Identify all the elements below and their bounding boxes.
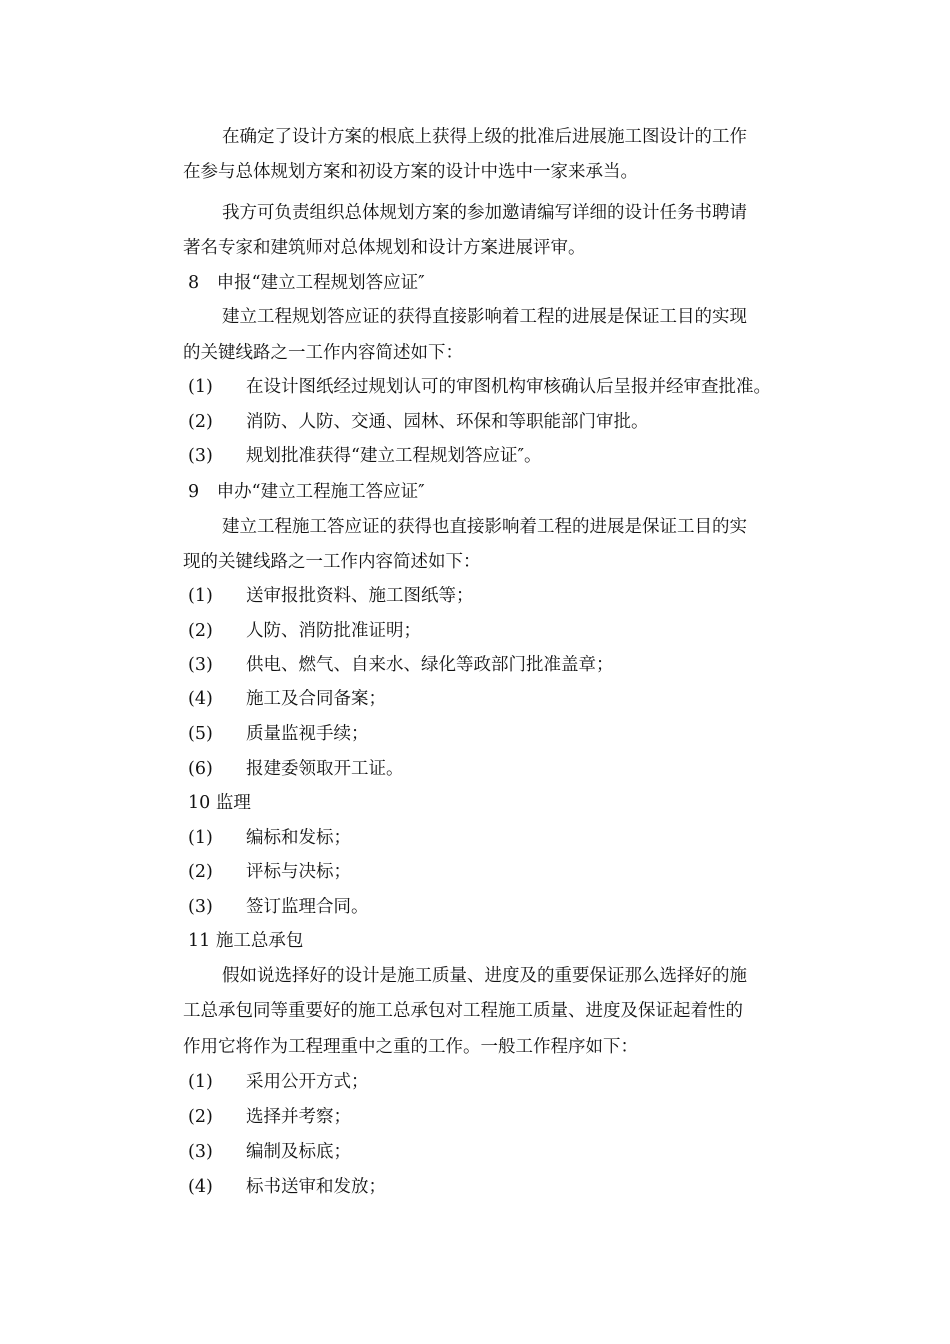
list-item-number: (1) bbox=[188, 377, 213, 397]
paragraph-line: 现的关键线路之一工作内容简述如下： bbox=[183, 552, 481, 572]
list-item-number: (2) bbox=[188, 412, 213, 432]
list-item-text: 标书送审和发放； bbox=[246, 1177, 386, 1197]
paragraph-line: 在确定了设计方案的根底上获得上级的批准后进展施工图设计的工作 bbox=[222, 127, 747, 147]
section-heading: 8 申报“建立工程规划答应证″ bbox=[188, 273, 425, 293]
list-item-text: 在设计图纸经过规划认可的审图机构审核确认后呈报并经审查批准。 bbox=[246, 377, 771, 397]
list-item-text: 施工及合同备案； bbox=[246, 689, 386, 709]
list-item-number: (5) bbox=[188, 724, 213, 744]
list-item-text: 报建委领取开工证。 bbox=[246, 759, 404, 779]
section-heading: 11 施工总承包 bbox=[188, 931, 304, 951]
paragraph-line: 工总承包同等重要好的施工总承包对工程施工质量、进度及保证起着性的 bbox=[183, 1001, 743, 1021]
list-item-number: (4) bbox=[188, 1177, 213, 1197]
list-item-number: (4) bbox=[188, 689, 213, 709]
section-heading: 9 申办“建立工程施工答应证″ bbox=[188, 482, 425, 502]
list-item-text: 质量监视手续； bbox=[246, 724, 369, 744]
list-item-number: (1) bbox=[188, 586, 213, 606]
list-item-number: (2) bbox=[188, 862, 213, 882]
list-item-number: (2) bbox=[188, 621, 213, 641]
list-item-number: (3) bbox=[188, 897, 213, 917]
list-item-number: (6) bbox=[188, 759, 213, 779]
list-item-text: 编制及标底； bbox=[246, 1142, 351, 1162]
paragraph-line: 在参与总体规划方案和初设方案的设计中选中一家来承当。 bbox=[183, 162, 638, 182]
list-item-number: (3) bbox=[188, 655, 213, 675]
paragraph-line: 著名专家和建筑师对总体规划和设计方案进展评审。 bbox=[183, 238, 586, 258]
list-item-text: 选择并考察； bbox=[246, 1107, 351, 1127]
list-item-text: 送审报批资料、施工图纸等； bbox=[246, 586, 474, 606]
list-item-text: 签订监理合同。 bbox=[246, 897, 369, 917]
list-item-text: 供电、燃气、自来水、绿化等政部门批准盖章； bbox=[246, 655, 614, 675]
paragraph-line: 我方可负责组织总体规划方案的参加邀请编写详细的设计任务书聘请 bbox=[222, 203, 747, 223]
list-item-text: 评标与决标； bbox=[246, 862, 351, 882]
paragraph-line: 的关键线路之一工作内容简述如下： bbox=[183, 343, 463, 363]
list-item-text: 编标和发标； bbox=[246, 828, 351, 848]
list-item-number: (2) bbox=[188, 1107, 213, 1127]
paragraph-line: 作用它将作为工程理重中之重的工作。一般工作程序如下： bbox=[183, 1037, 638, 1057]
paragraph-line: 假如说选择好的设计是施工质量、进度及的重要保证那么选择好的施 bbox=[222, 966, 747, 986]
list-item-number: (1) bbox=[188, 828, 213, 848]
list-item-number: (3) bbox=[188, 1142, 213, 1162]
list-item-number: (1) bbox=[188, 1072, 213, 1092]
section-heading: 10 监理 bbox=[188, 793, 251, 813]
list-item-number: (3) bbox=[188, 446, 213, 466]
paragraph-line: 建立工程规划答应证的获得直接影响着工程的进展是保证工目的实现 bbox=[222, 307, 747, 327]
paragraph-line: 建立工程施工答应证的获得也直接影响着工程的进展是保证工目的实 bbox=[222, 517, 747, 537]
list-item-text: 规划批准获得“建立工程规划答应证″。 bbox=[246, 446, 542, 466]
list-item-text: 消防、人防、交通、园林、环保和等职能部门审批。 bbox=[246, 412, 649, 432]
list-item-text: 采用公开方式； bbox=[246, 1072, 369, 1092]
list-item-text: 人防、消防批准证明； bbox=[246, 621, 421, 641]
